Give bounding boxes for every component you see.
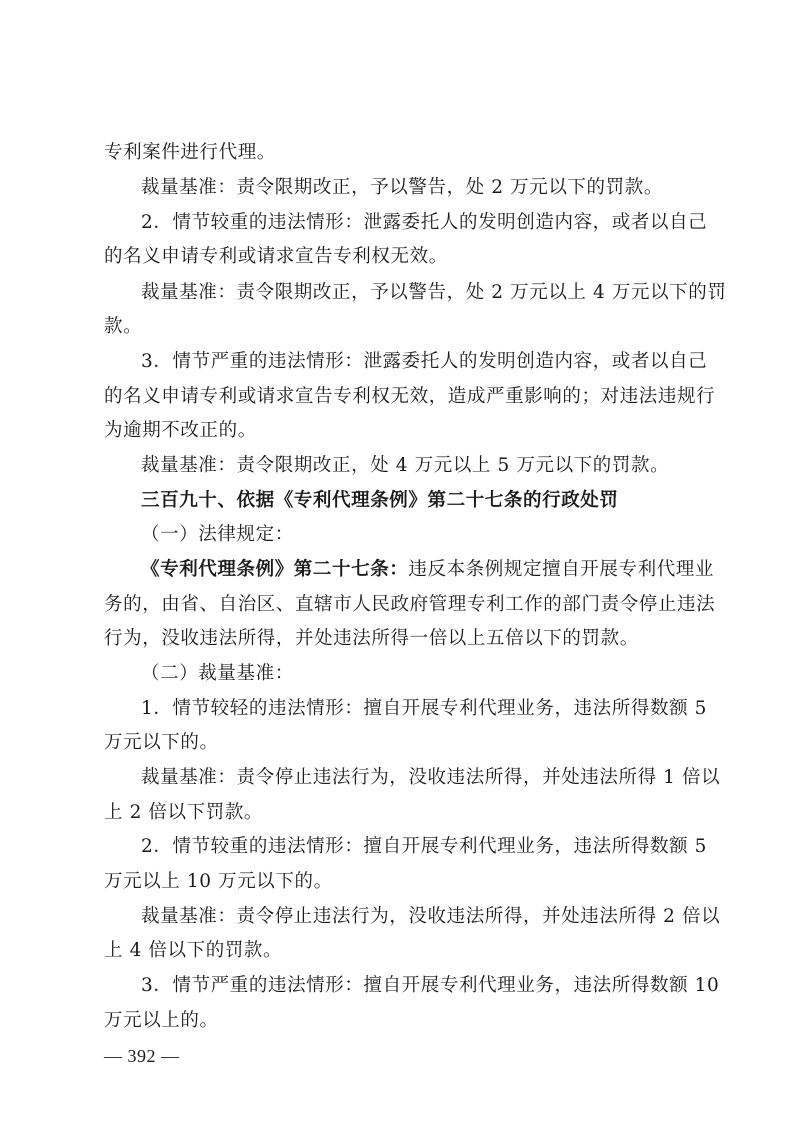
paragraph-line: 上 4 倍以下的罚款。	[104, 940, 283, 961]
paragraph-line: 裁量基准：责令限期改正，予以警告，处 2 万元以下的罚款。	[141, 177, 663, 198]
paragraph-line: 务的，由省、自治区、直辖市人民政府管理专利工作的部门责令停止违法	[104, 594, 716, 615]
page-number: — 392 —	[104, 1046, 180, 1066]
section-heading: 三百九十、依据《专利代理条例》第二十七条的行政处罚	[141, 490, 619, 511]
paragraph-line: 上 2 倍以下罚款。	[104, 802, 264, 823]
paragraph-line: 裁量基准：责令限期改正，处 4 万元以上 5 万元以下的罚款。	[141, 455, 670, 476]
paragraph-line: 的名义申请专利或请求宣告专利权无效，造成严重影响的；对违法违规行	[104, 386, 716, 407]
paragraph-line: 裁量基准：责令限期改正，予以警告，处 2 万元以上 4 万元以下的罚	[141, 282, 727, 303]
paragraph-line: 万元以下的。	[104, 732, 219, 753]
paragraph-line: 万元以上的。	[104, 1010, 219, 1031]
paragraph-line: 的名义申请专利或请求宣告专利权无效。	[104, 246, 448, 267]
paragraph-line: 3．情节严重的违法情形：泄露委托人的发明创造内容，或者以自己	[141, 351, 708, 372]
paragraph-line: 为逾期不改正的。	[104, 420, 257, 441]
statute-text: 违反本条例规定擅自开展专利代理业	[408, 559, 715, 580]
paragraph-line: 2．情节较重的违法情形：泄露委托人的发明创造内容，或者以自己	[141, 212, 708, 233]
paragraph-line: 裁量基准：责令停止违法行为，没收违法所得，并处违法所得 1 倍以	[141, 767, 721, 788]
paragraph-line: 款。	[104, 316, 143, 337]
paragraph-line: 万元以上 10 万元以下的。	[104, 871, 333, 892]
paragraph-line: 3．情节严重的违法情形：擅自开展专利代理业务，违法所得数额 10	[141, 975, 720, 996]
paragraph-line: 裁量基准：责令停止违法行为，没收违法所得，并处违法所得 2 倍以	[141, 906, 721, 927]
paragraph-line: 2．情节较重的违法情形：擅自开展专利代理业务，违法所得数额 5	[141, 836, 708, 857]
paragraph-line: 专利案件进行代理。	[104, 142, 276, 163]
paragraph-line: 行为，没收违法所得，并处违法所得一倍以上五倍以下的罚款。	[104, 628, 639, 649]
statute-citation: 《专利代理条例》第二十七条：	[141, 559, 409, 580]
subsection-heading: （一）法律规定：	[141, 524, 294, 545]
subsection-heading: （二）裁量基准：	[141, 663, 294, 684]
paragraph-line: 1．情节较轻的违法情形：擅自开展专利代理业务，违法所得数额 5	[141, 698, 708, 719]
paragraph-line-with-citation	[141, 558, 715, 582]
